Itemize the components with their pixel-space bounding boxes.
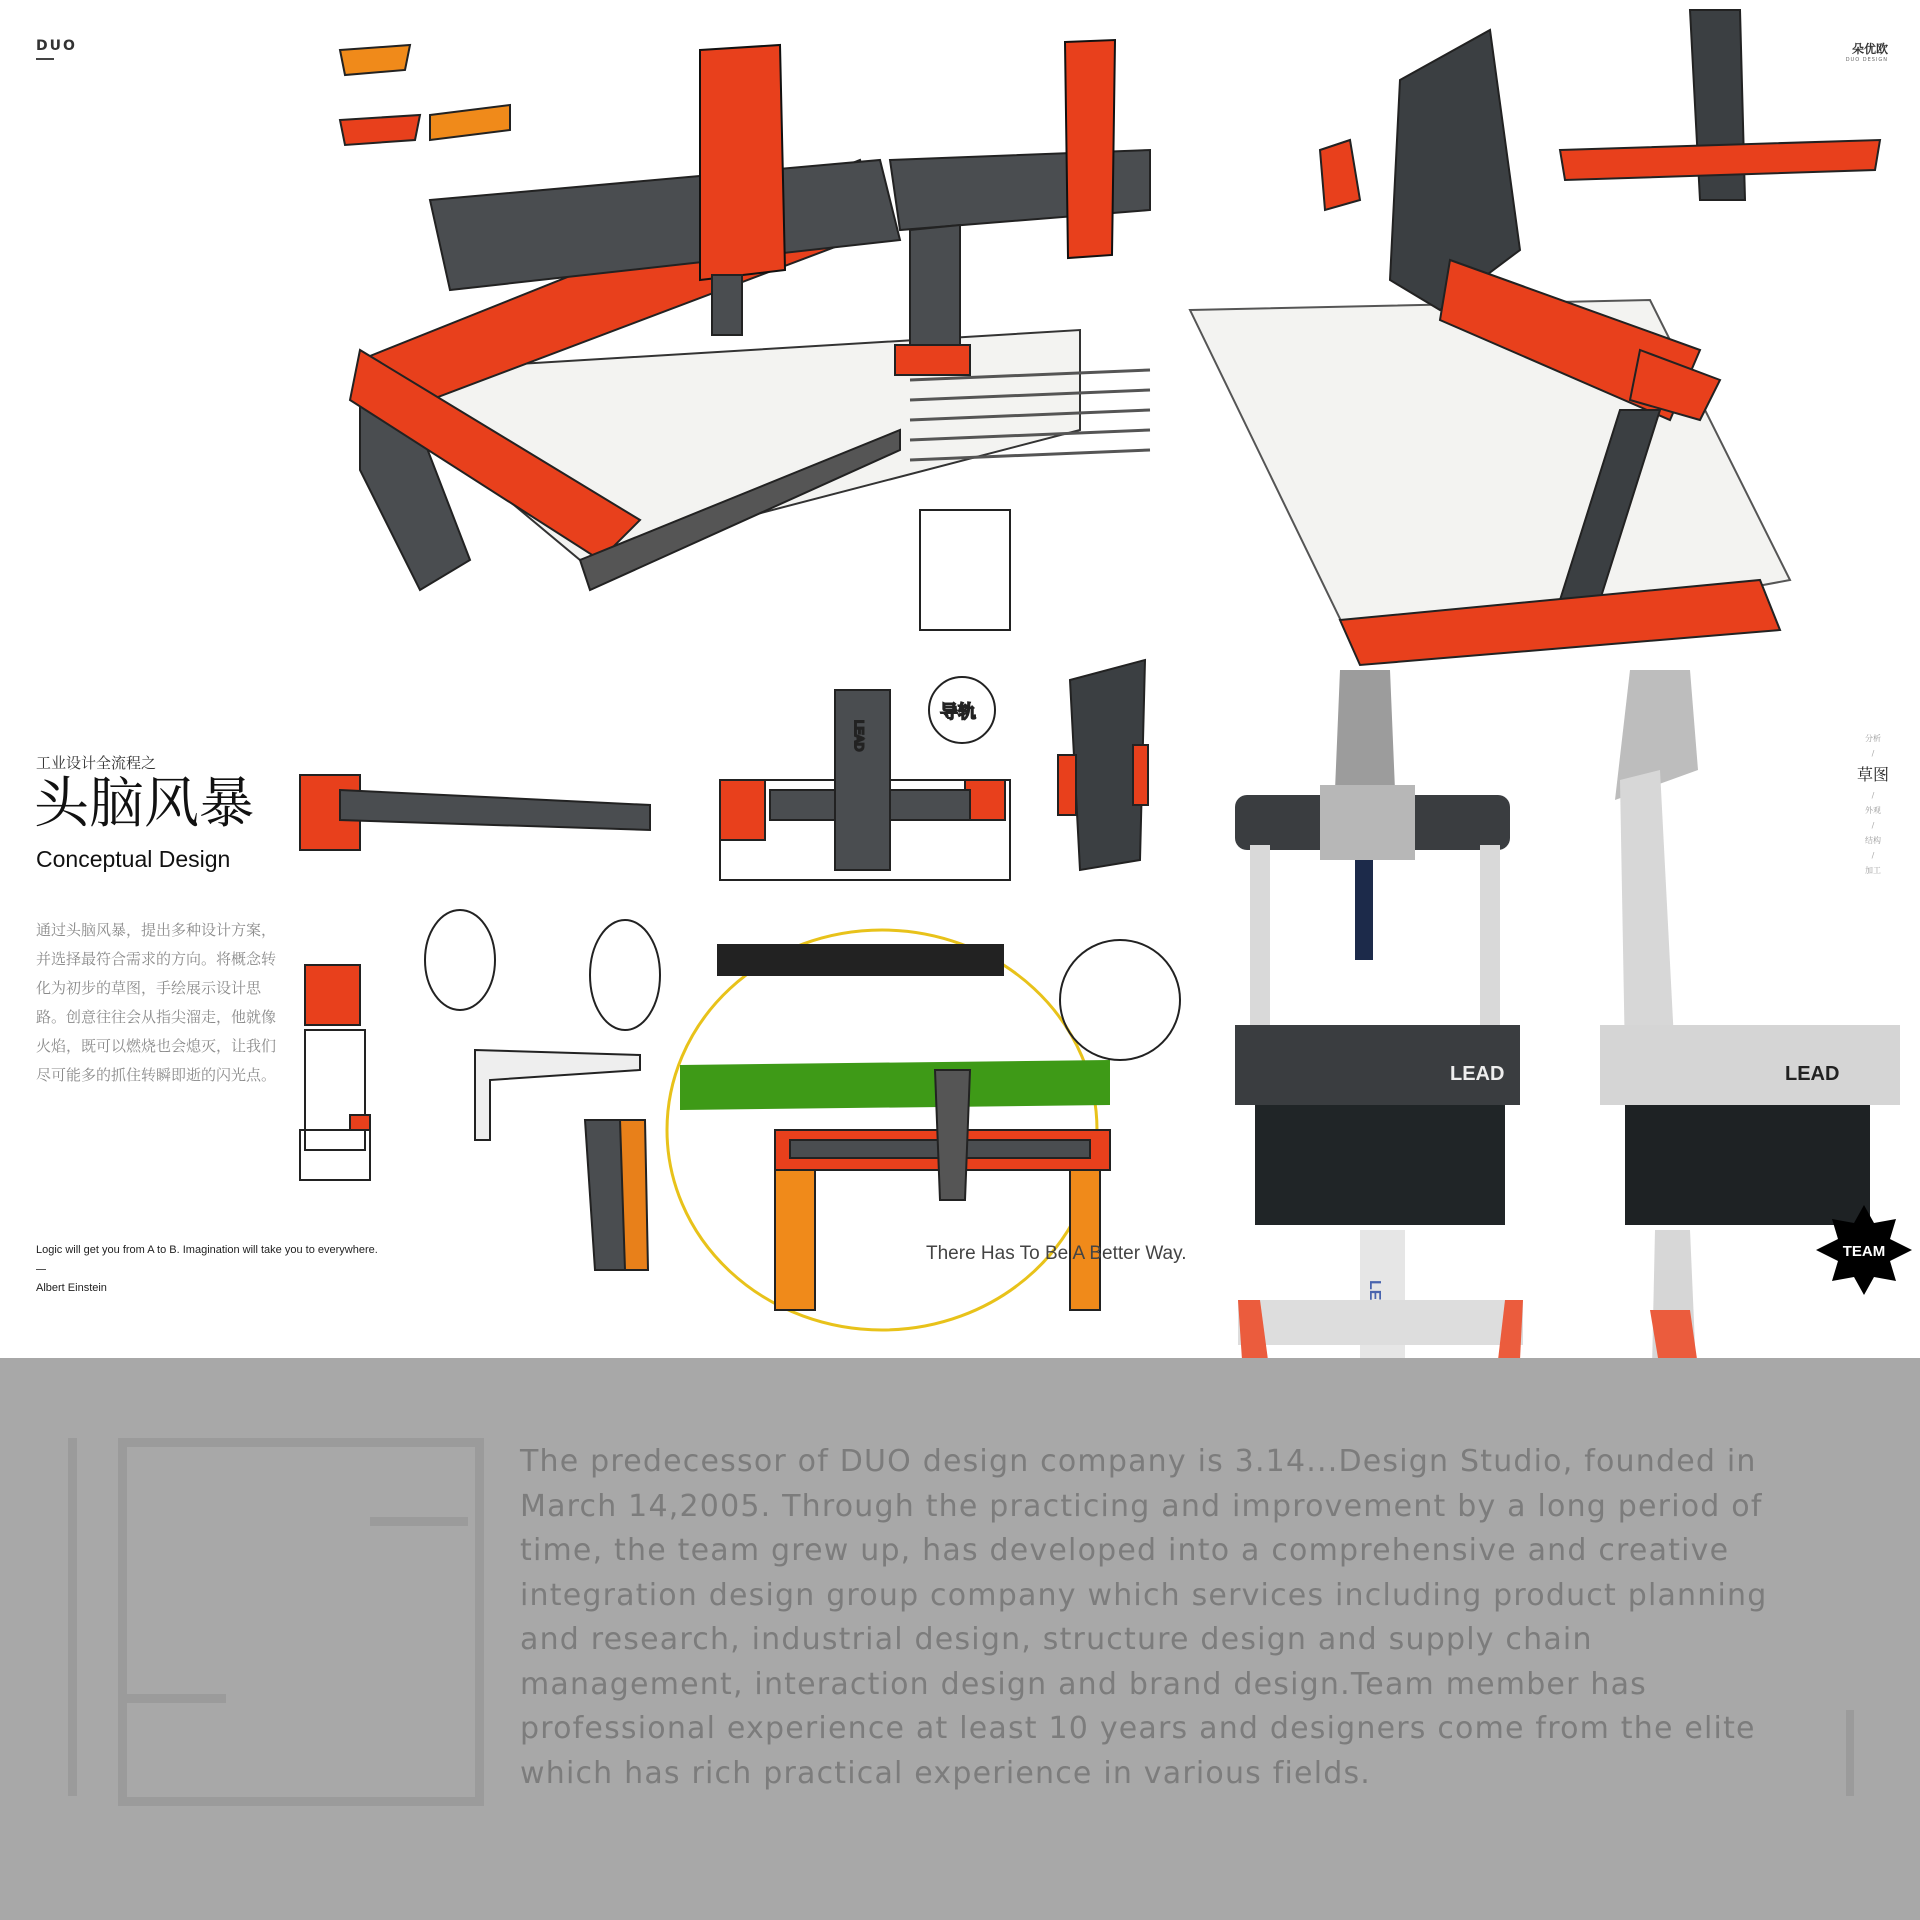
nav-separator: / [1871,821,1875,830]
sketch-handwritten-note: 导轨 [940,702,976,722]
render-brand-side: LEAD [1785,1063,1840,1085]
quote-text: Logic will get you from A to B. Imagination will take you to everywhere. [36,1244,378,1256]
decorative-bar-left [68,1438,77,1796]
tagline: There Has To Be A Better Way. [926,1243,1187,1264]
gantry-sketch-perspective [1190,10,1880,665]
team-badge [1816,1205,1912,1295]
nav-item-appearance[interactable]: 外观 [1865,806,1881,815]
nav-item-sketch[interactable]: 草图 [1856,765,1889,784]
sketch-part-label: LEAD [852,720,866,752]
brand-name-en: DUO DESIGN [1845,57,1888,63]
nav-item-analysis[interactable]: 分析 [1865,734,1881,743]
sketch-gantry-green [667,660,1180,1330]
company-description: The predecessor of DUO design company is 3.14...Design Studio, founded in March 14,2005. Through the practicing and improvement by a long period of time, the team grew up, has developed into a comprehensive and creative integration design group company which services including product planning and research, industrial design, structure design and supply chain management, interaction design and brand design.Team member has professional experience at least 10 years and designers come from the elite which has rich practical experience in various fields. [520,1444,1768,1791]
gantry-sketch-front [340,40,1150,630]
render-brand-front: LEAD [1450,1063,1505,1085]
section-subtitle: 工业设计全流程之 [36,754,157,772]
decorative-frame [118,1438,484,1806]
nav-separator: / [1871,749,1875,758]
nav-separator: / [1871,791,1875,800]
quote-divider [36,1269,46,1270]
page-title-en: Conceptual Design [36,846,231,872]
nav-item-structure[interactable]: 结构 [1865,836,1881,845]
process-nav [1848,732,1898,878]
nav-item-processing[interactable]: 加工 [1865,866,1881,875]
brand-name-cn: 朵优欧 [1851,42,1888,56]
intro-paragraph: 通过头脑风暴，提出多种设计方案，并选择最符合需求的方向。将概念转化为初步的草图，手绘展示设计思路。创意往往会从指尖溜走，他就像火焰，既可以燃烧也会熄灭，让我们尽可能多的抓住转瞬即逝的闪光点。 [36,921,277,1084]
decorative-bar-right [1846,1710,1854,1796]
decorative-frame-notch [370,1517,468,1526]
duo-logo: DUO [36,38,77,54]
team-badge-label: TEAM [1842,1243,1886,1260]
render-front-view [1235,670,1520,1225]
nav-separator: / [1871,851,1875,860]
quote-author: Albert Einstein [36,1282,107,1294]
decorative-frame-notch [118,1694,226,1703]
sketch-detail-parts [300,775,660,1270]
page-title: 头脑风暴 [34,771,255,835]
